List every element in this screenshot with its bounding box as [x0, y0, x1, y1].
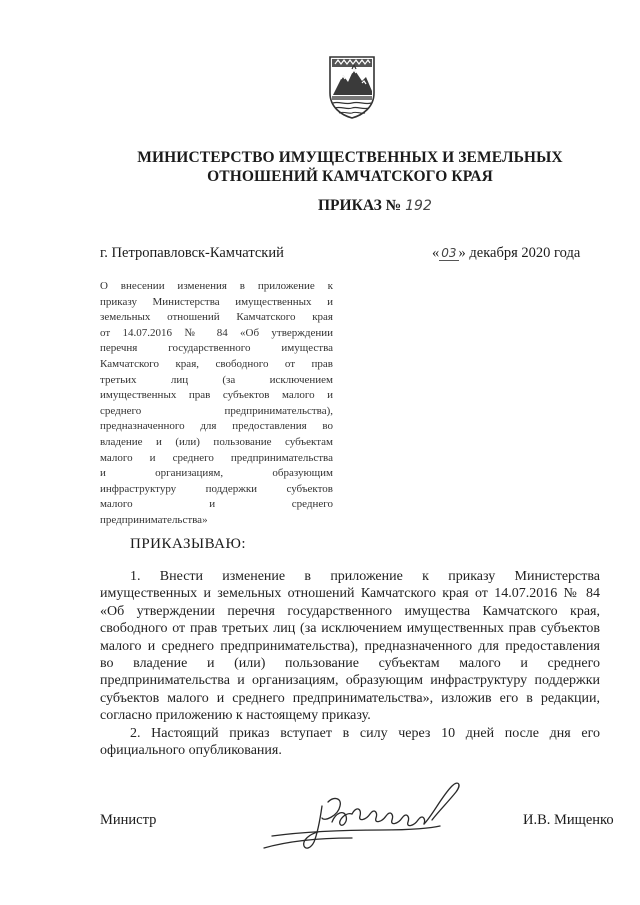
body-line: во владение и (или) пользование субъектам малого и среднего [100, 655, 600, 671]
body-line: предпринимательства и организациям, образующим инфраструктуру поддержки [100, 673, 600, 689]
body-line: официального опубликования. [100, 742, 282, 758]
subject-line: малого и среднего предпринимательства [100, 451, 333, 464]
subject-line: среднего предпринимательства), [100, 404, 333, 417]
order-subject [100, 279, 333, 529]
body-line: субъектов малого и среднего предпринимательства», изложив его в редакции, [100, 690, 600, 706]
ministry-name-line-2: ОТНОШЕНИЙ КАМЧАТСКОГО КРАЯ [207, 168, 493, 185]
subject-line: предназначенного для предоставления во [100, 420, 333, 433]
kamchatka-coat-of-arms-emblem [327, 55, 377, 119]
signatory-name: И.В. Мищенко [523, 812, 614, 828]
subject-line: малого и среднего [100, 498, 333, 511]
order-body [100, 568, 600, 759]
body-line: имущественных и земельных отношений Камчатского края от 14.07.2016 № 84 [100, 586, 600, 602]
date-open-quote: « [432, 245, 440, 261]
subject-line: О внесении изменения в приложение к [100, 280, 333, 292]
date-rest: » декабря 2020 года [458, 245, 581, 261]
subject-line: третьих лиц (за исключением [100, 373, 333, 386]
place-of-issue: г. Петропавловск-Камчатский [100, 245, 284, 261]
body-line: согласно приложению к настоящему приказу. [100, 708, 371, 724]
body-line: 1. Внести изменение в приложение к приказу Министерства [130, 569, 600, 584]
subject-line: инфраструктуру поддержки субъектов [100, 482, 333, 495]
body-line: малого и среднего предпринимательства), предназначенного для предоставления [100, 638, 600, 654]
body-line: 2. Настоящий приказ вступает в силу через 10 дней после дня его [130, 725, 600, 741]
signatory-title: Министр [100, 812, 157, 828]
subject-line: и организациям, образующим [100, 467, 333, 480]
order-label: ПРИКАЗ № [318, 197, 402, 214]
subject-line: от 14.07.2016 № 84 «Об утверждении [100, 326, 333, 339]
handwritten-signature [262, 776, 474, 860]
date-day: 03 [441, 246, 457, 260]
subject-line: приказу Министерства имущественных и [100, 295, 333, 308]
subject-line: имущественных прав субъектов малого и [100, 389, 333, 402]
subject-line: перечня государственного имущества [100, 342, 333, 355]
subject-line: предпринимательства» [100, 513, 208, 526]
order-number: 192 [405, 198, 432, 214]
ministry-name-line-1: МИНИСТЕРСТВО ИМУЩЕСТВЕННЫХ И ЗЕМЕЛЬНЫХ [137, 149, 563, 166]
body-line: свободного от прав третьих лиц (за исключением имущественных прав субъектов [100, 621, 600, 637]
order-date [432, 245, 580, 262]
ministry-name [100, 148, 600, 186]
body-line: «Об утверждении перечня государственного имущества Камчатского края, [100, 603, 600, 619]
order-title [318, 197, 432, 215]
subject-line: Камчатского края, свободного от прав [100, 357, 333, 370]
subject-line: владение и (или) пользование субъектам [100, 435, 333, 448]
subject-line: земельных отношений Камчатского края [100, 311, 333, 324]
command-heading: ПРИКАЗЫВАЮ: [130, 536, 247, 552]
